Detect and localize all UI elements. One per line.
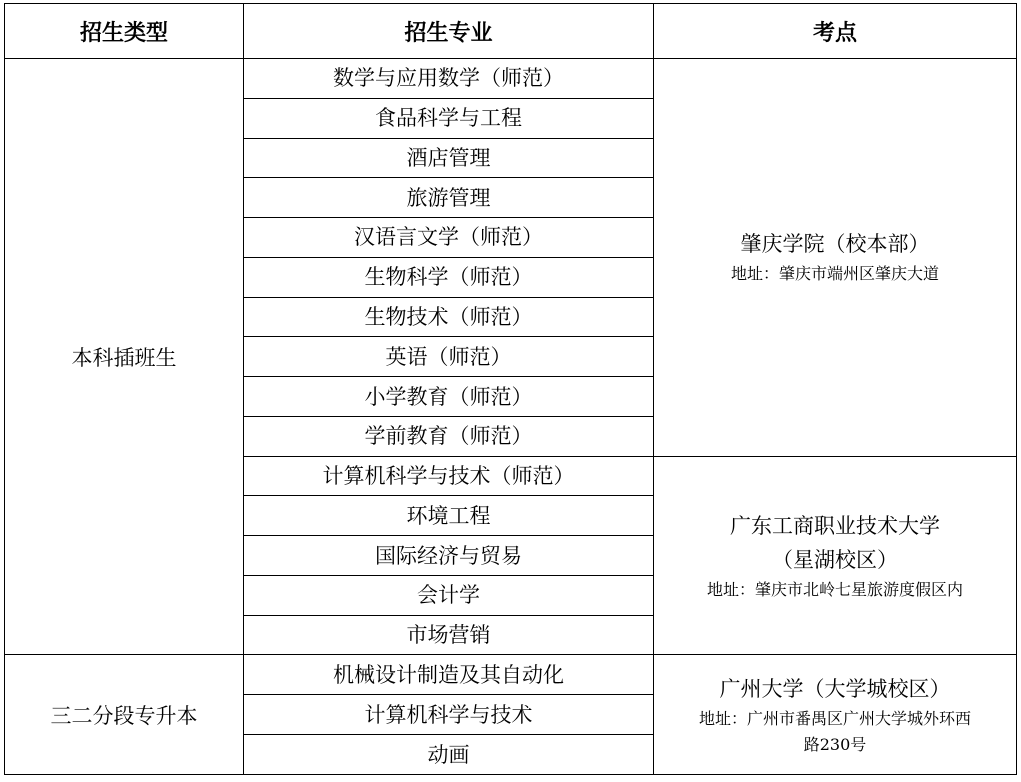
admissions-table	[4, 3, 1017, 775]
exam-site-address: 地址：肇庆市北岭七星旅游度假区内	[706, 579, 963, 599]
exam-site-name: 广东工商职业技术大学	[730, 513, 940, 538]
major-cell: 英语（师范）	[244, 337, 654, 377]
exam-site-name: （星湖校区）	[772, 547, 898, 572]
major-cell: 市场营销	[244, 615, 654, 655]
major-cell: 计算机科学与技术（师范）	[244, 456, 654, 496]
major-cell: 酒店管理	[244, 138, 654, 178]
table-row	[5, 655, 1017, 695]
major-cell: 小学教育（师范）	[244, 377, 654, 417]
header-type: 招生类型	[5, 4, 244, 59]
header-row	[5, 4, 1017, 59]
header-major: 招生专业	[244, 4, 654, 59]
major-cell: 生物技术（师范）	[244, 297, 654, 337]
major-cell: 机械设计制造及其自动化	[244, 655, 654, 695]
exam-site-cell	[654, 456, 1017, 655]
admission-type-cell: 本科插班生	[5, 59, 244, 655]
table-row	[5, 59, 1017, 99]
exam-site-cell	[654, 59, 1017, 457]
major-cell: 环境工程	[244, 496, 654, 536]
major-cell: 学前教育（师范）	[244, 416, 654, 456]
major-cell: 汉语言文学（师范）	[244, 218, 654, 258]
major-cell: 食品科学与工程	[244, 98, 654, 138]
exam-site-cell	[654, 655, 1017, 775]
major-cell: 生物科学（师范）	[244, 257, 654, 297]
major-cell: 动画	[244, 735, 654, 775]
exam-site-address: 路230号	[803, 734, 867, 754]
exam-site-address: 地址：肇庆市端州区肇庆大道	[730, 264, 939, 284]
major-cell: 旅游管理	[244, 178, 654, 218]
table-body	[5, 59, 1017, 775]
major-cell: 会计学	[244, 575, 654, 615]
major-cell: 计算机科学与技术	[244, 695, 654, 735]
admission-type-cell: 三二分段专升本	[5, 655, 244, 775]
major-cell: 国际经济与贸易	[244, 536, 654, 576]
major-cell: 数学与应用数学（师范）	[244, 59, 654, 99]
exam-site-name: 广州大学（大学城校区）	[719, 676, 951, 701]
exam-site-address: 地址：广州市番禺区广州大学城外环西	[698, 708, 971, 728]
exam-site-name: 肇庆学院（校本部）	[740, 232, 930, 257]
header-site: 考点	[654, 4, 1017, 59]
